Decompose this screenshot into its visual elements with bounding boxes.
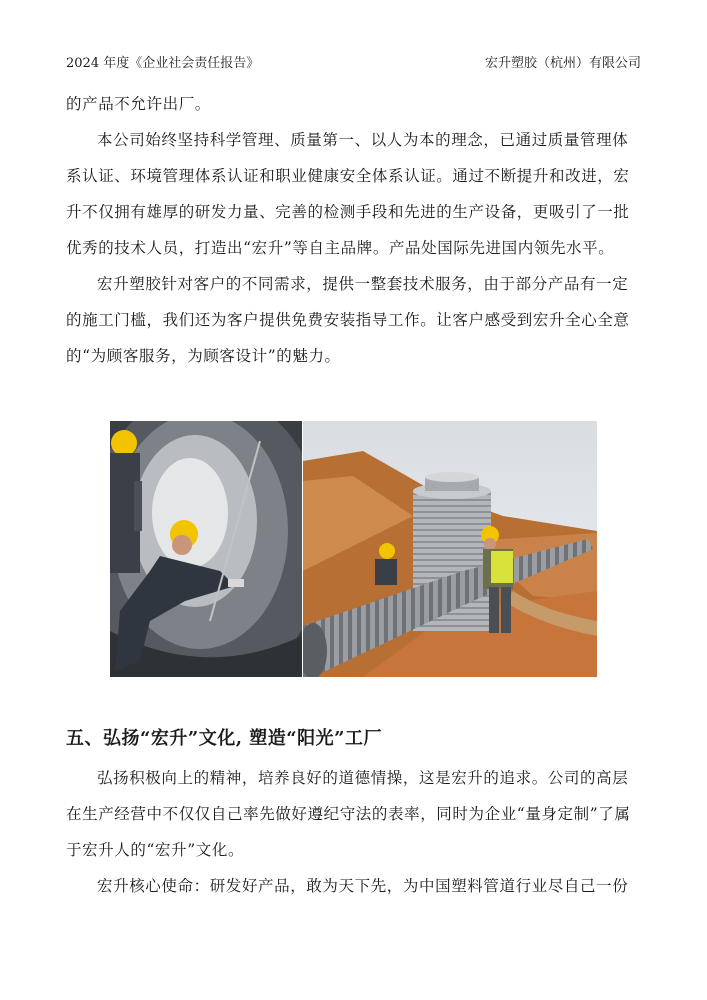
installation-photos	[110, 421, 597, 677]
photo-inside-pipe	[110, 421, 302, 677]
body-text-bottom	[66, 760, 641, 904]
company-name: 宏升塑胶（杭州）有限公司	[484, 56, 641, 71]
page-header	[66, 52, 641, 72]
body-text-top	[66, 86, 641, 374]
report-title: 2024 年度《企业社会责任报告》	[66, 56, 260, 71]
paragraph-culture: 弘扬积极向上的精神，培养良好的道德情操，这是宏升的追求。公司的高层在生产经营中不仅仅自己率先做好遵纪守法的表率，同时为企业“量身定制”了属于宏升人的“宏升”文化。	[66, 769, 631, 859]
paragraph-continuation: 的产品不允许出厂。	[66, 95, 211, 113]
section-heading: 五、弘扬“宏升”文化, 塑造“阳光”工厂	[66, 728, 382, 749]
paragraph-mission: 宏升核心使命：研发好产品，敢为天下先，为中国塑料管道行业尽自己一份	[97, 877, 629, 895]
paragraph-service: 宏升塑胶针对客户的不同需求，提供一整套技术服务，由于部分产品有一定的施工门槛，我们还为客户提供免费安装指导工作。让客户感受到宏升全心全意的“为顾客服务，为顾客设计”的魅力。	[66, 275, 630, 365]
paragraph-management: 本公司始终坚持科学管理、质量第一、以人为本的理念，已通过质量管理体系认证、环境管理体系认证和职业健康安全体系认证。通过不断提升和改进，宏升不仅拥有雄厚的研发力量、完善的检测手段和先进的生产设备，更吸引了一批优秀的技术人员，打造出“宏升”等自主品牌。产品处国际先进国内领先水平。	[66, 131, 630, 257]
photo-trench-installation	[303, 421, 597, 677]
